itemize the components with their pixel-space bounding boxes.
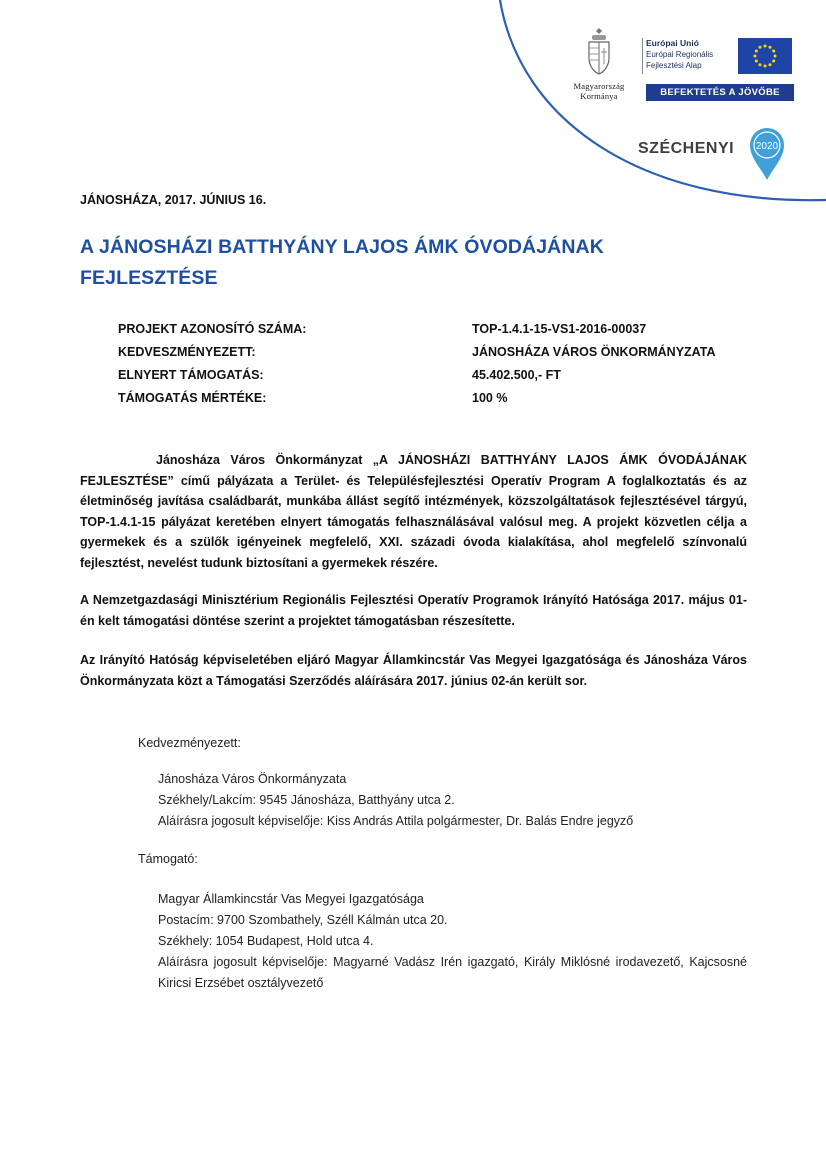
meta-value: JÁNOSHÁZA VÁROS ÖNKORMÁNYZATA	[472, 345, 716, 359]
hu-logo-line-1: Magyarország	[573, 81, 625, 91]
meta-row-rate	[118, 391, 758, 414]
beneficiary-address: Székhely/Lakcím: 9545 Jánosháza, Batthyány utca 2.	[158, 793, 455, 807]
eu-slogan-band: BEFEKTETÉS A JÖVŐBE	[646, 84, 794, 101]
meta-row-grant	[118, 368, 758, 391]
supporter-signatories: Aláírásra jogosult képviselője: Magyarné Vadász Irén igazgató, Király Miklósné irodavezető, Kajcsosné Kiricsi Erzsébet osztályvezető	[158, 955, 747, 990]
meta-key: ELNYERT TÁMOGATÁS:	[118, 368, 264, 382]
eu-line-1: Európai Unió	[646, 38, 699, 48]
beneficiary-signatories: Aláírásra jogosult képviselője: Kiss András Attila polgármester, Dr. Balás Endre jegyző	[158, 814, 634, 828]
project-meta-table	[118, 322, 758, 414]
hungarian-government-logo	[556, 26, 642, 101]
document-title	[80, 232, 760, 294]
beneficiary-name: Jánosháza Város Önkormányzata	[158, 772, 347, 786]
szechenyi-2020-pin-icon	[748, 126, 786, 182]
supporter-seat: Székhely: 1054 Budapest, Hold utca 4.	[158, 934, 374, 948]
title-line-1: A JÁNOSHÁZI BATTHYÁNY LAJOS ÁMK ÓVODÁJÁNAK	[80, 236, 604, 258]
meta-value: TOP-1.4.1-15-VS1-2016-00037	[472, 322, 647, 336]
supporter-postal-address: Postacím: 9700 Szombathely, Széll Kálmán utca 20.	[158, 913, 448, 927]
title-line-2: FEJLESZTÉSE	[80, 267, 218, 289]
beneficiary-label: Kedvezményezett:	[138, 736, 241, 750]
eu-line-3: Fejlesztési Alap	[646, 61, 702, 70]
supporter-name: Magyar Államkincstár Vas Megyei Igazgatósága	[158, 892, 424, 906]
meta-key: KEDVESZMÉNYEZETT:	[118, 345, 256, 359]
meta-key: PROJEKT AZONOSÍTÓ SZÁMA:	[118, 322, 307, 336]
paragraph-project-description	[80, 450, 747, 573]
supporter-details	[158, 889, 747, 994]
beneficiary-details	[158, 769, 633, 832]
paragraph-contract-signing: Az Irányító Hatóság képviseletében eljáró Magyar Államkincstár Vas Megyei Igazgatósága és Jánosháza Város Önkormányzata közt a Támogatási Szerződés aláírására 2017. június 02-án került sor.	[80, 653, 747, 688]
hu-logo-line-2: Kormánya	[580, 91, 618, 101]
eu-logo	[646, 38, 796, 98]
eu-divider	[642, 38, 643, 74]
meta-row-project-id	[118, 322, 758, 345]
paragraph-support-decision: A Nemzetgazdasági Minisztérium Regionális Fejlesztési Operatív Programok Irányító Hatósága 2017. május 01-én kelt támogatási döntése szerint a projektet támogatásban részesítette.	[80, 593, 747, 628]
szechenyi-logo-text: SZÉCHENYI	[638, 140, 735, 157]
meta-value: 100 %	[472, 391, 508, 405]
szechenyi-year: 2020	[755, 141, 779, 152]
document-date: JÁNOSHÁZA, 2017. JÚNIUS 16.	[80, 193, 267, 207]
eu-flag-icon	[738, 38, 792, 74]
coat-of-arms-icon	[586, 26, 612, 76]
meta-value: 45.402.500,- FT	[472, 368, 561, 382]
paragraph-text: Jánosháza Város Önkormányzat „A JÁNOSHÁZI BATTHYÁNY LAJOS ÁMK ÓVODÁJÁNAK FEJLESZTÉSE” című pályázata a Terület- és Településfejlesztési Operatív Program A foglalkoztatás és az életminőség javítása családbarát, munkába állást segítő intézmények, közszolgáltatások fejlesztésével tárgyú, TOP-1.4.1-15 pályázat keretében elnyert támogatás felhasználásával valósul meg. A projekt közvetlen célja a gyermekek és a szülők igényeinek megfelelő, XXI. századi óvoda kialakítása, ahol megfelelő színvonalú fejlesztést, nevelést tudunk biztosítani a gyermekek részére.	[80, 453, 747, 570]
eu-line-2: Európai Regionális	[646, 50, 714, 59]
meta-row-beneficiary	[118, 345, 758, 368]
meta-key: TÁMOGATÁS MÉRTÉKE:	[118, 391, 267, 405]
supporter-label: Támogató:	[138, 852, 198, 866]
